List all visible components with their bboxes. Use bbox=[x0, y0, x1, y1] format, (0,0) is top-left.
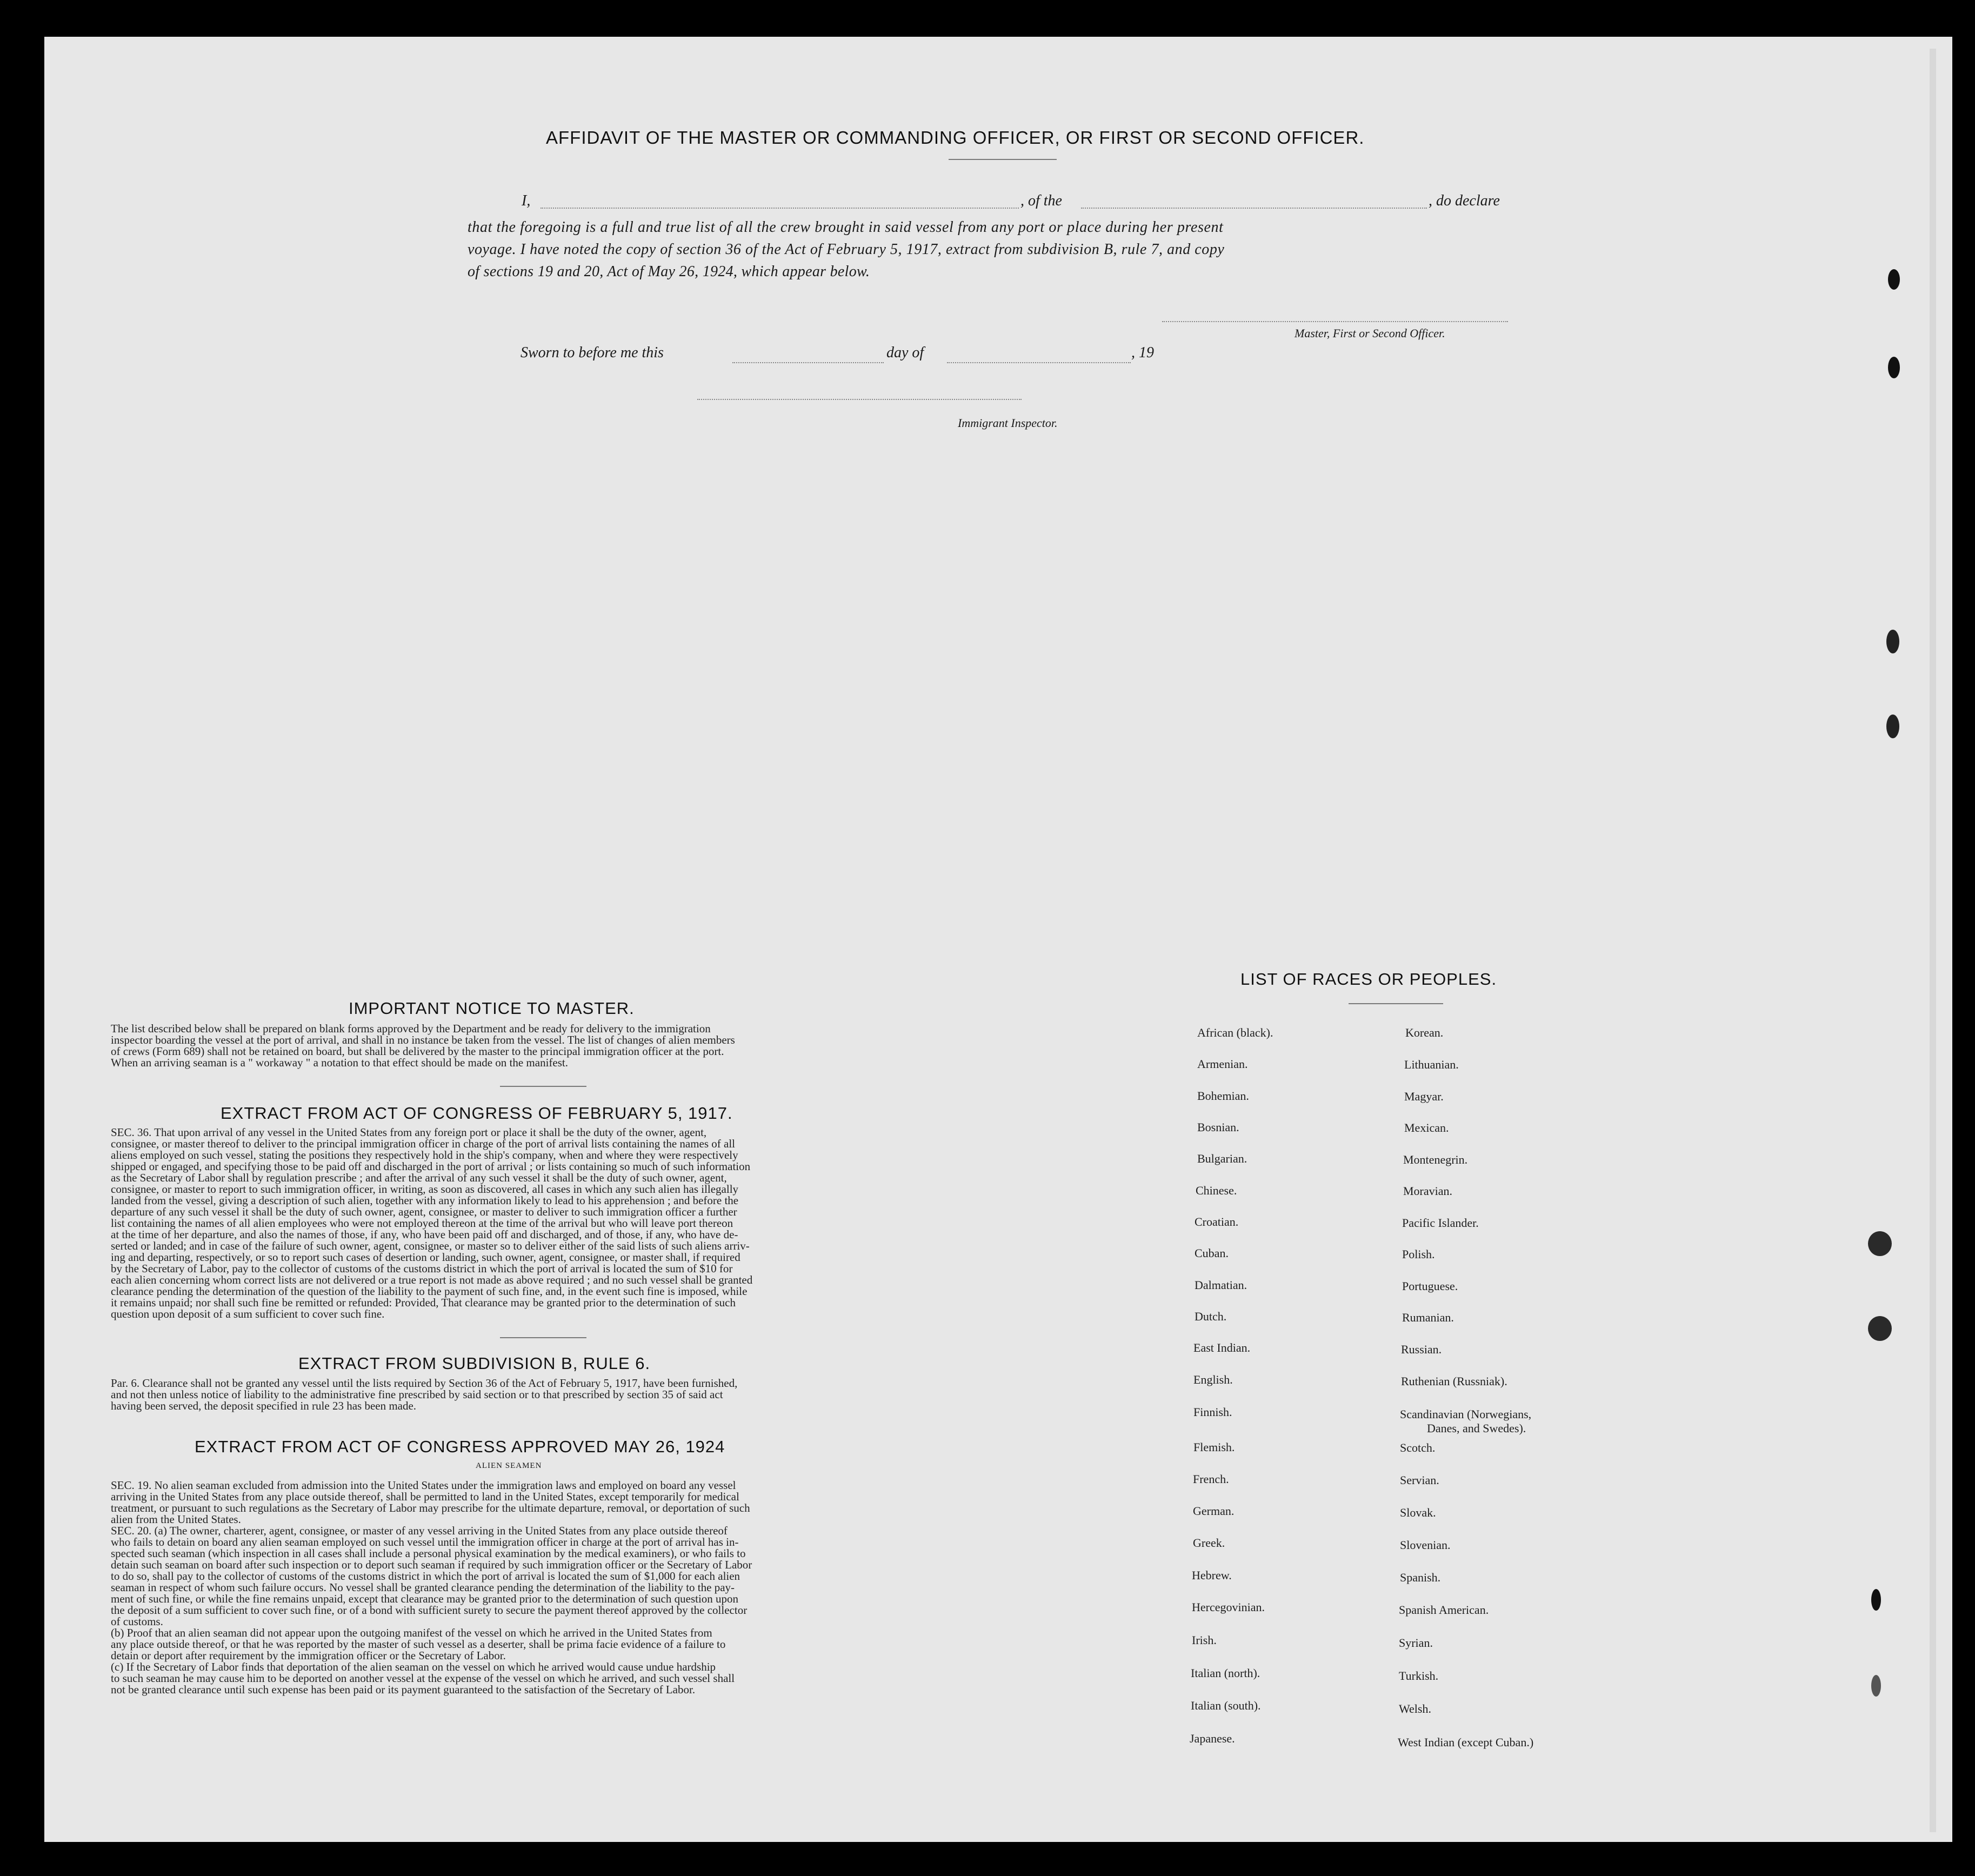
extract-1924-line: treatment, or pursuant to such regulations as the Secretary of Labor may prescribe for the ultimate departure, removal, or deportation of such bbox=[111, 1501, 750, 1514]
notice-title: IMPORTANT NOTICE TO MASTER. bbox=[349, 999, 635, 1018]
extract-1917-line: ing and departing, respectively, or so to report such cases of desertion or landing, such owner, agent, consignee, or master shall, if required bbox=[111, 1251, 740, 1264]
declarant-name-line[interactable] bbox=[541, 208, 1019, 209]
binder-hole bbox=[1868, 1231, 1892, 1256]
extract-1924-line: SEC. 19. No alien seaman excluded from admission into the United States under the immigration laws and employed on board any vessel bbox=[111, 1479, 736, 1492]
race-entry: Spanish American. bbox=[1399, 1603, 1489, 1617]
race-entry: Mexican. bbox=[1404, 1121, 1449, 1134]
race-entry: Bohemian. bbox=[1197, 1089, 1249, 1103]
race-entry: Hercegovinian. bbox=[1192, 1600, 1265, 1614]
extract-1917-line: departure of any such vessel it shall be the duty of such owner, agent, consignee, or master to deliver to such immigration officer a further bbox=[111, 1205, 737, 1218]
extract-1917-line: it remains unpaid; nor shall such fine be remitted or refunded: Provided, That clearance may be granted prior to the determination of such bbox=[111, 1296, 736, 1309]
affidavit-body-line-1: that the foregoing is a full and true list of all the crew brought in said vessel from any port or place during her present bbox=[468, 219, 1224, 236]
race-entry: Croatian. bbox=[1195, 1215, 1239, 1229]
subdivision-b-paragraph bbox=[111, 1378, 932, 1412]
races-title: LIST OF RACES OR PEOPLES. bbox=[1240, 970, 1497, 989]
extract-1917-line: serted or landed; and in case of the failure of such owner, agent, consignee, or master so to deliver either of the said lists of such aliens arriv- bbox=[111, 1239, 750, 1252]
race-entry: French. bbox=[1193, 1472, 1229, 1486]
extract-1924-line: (c) If the Secretary of Labor finds that deportation of the alien seaman on the vessel on which he arrived would cause undue hardship bbox=[111, 1660, 716, 1673]
subdivision-b-title: EXTRACT FROM SUBDIVISION B, RULE 6. bbox=[298, 1354, 651, 1373]
race-entry: Dalmatian. bbox=[1195, 1278, 1247, 1292]
extract-1917-paragraph bbox=[111, 1127, 932, 1320]
race-entry: Slovenian. bbox=[1400, 1538, 1451, 1552]
binder-hole bbox=[1886, 715, 1899, 738]
extract-1924-paragraph bbox=[111, 1480, 932, 1695]
extract-1917-line: at the time of her departure, and also the names of those, if any, who have been paid off and discharged, and of those, if any, who have de- bbox=[111, 1228, 738, 1241]
notice-line: inspector boarding the vessel at the port of arrival, and shall in no instance be taken from the vessel. The list of changes of alien members bbox=[111, 1033, 735, 1046]
race-entry: Italian (south). bbox=[1191, 1699, 1261, 1712]
binder-hole bbox=[1886, 630, 1899, 653]
extract-1924-line: detain or deport after requirement by the immigration officer or the Secretary of Labor. bbox=[111, 1649, 506, 1662]
race-entry: Syrian. bbox=[1399, 1636, 1433, 1650]
extract-1924-line: to do so, shall pay to the collector of customs of the customs district in which the port of arrival is located the sum of $1,000 for each alien bbox=[111, 1570, 740, 1583]
binder-hole bbox=[1888, 357, 1900, 378]
extract-1924-line: (b) Proof that an alien seaman did not appear upon the outgoing manifest of the vessel on which he arrived in the United States from bbox=[111, 1626, 712, 1639]
race-entry: Japanese. bbox=[1190, 1732, 1235, 1745]
extract-1917-line: question upon deposit of a sum sufficient to cover such fine. bbox=[111, 1307, 385, 1320]
race-entry: Dutch. bbox=[1195, 1310, 1227, 1323]
binder-hole bbox=[1871, 1675, 1881, 1697]
notice-rule bbox=[500, 1086, 586, 1087]
race-entry: Cuban. bbox=[1195, 1246, 1229, 1260]
race-entry: Montenegrin. bbox=[1403, 1153, 1468, 1166]
inspector-label: Immigrant Inspector. bbox=[958, 416, 1058, 430]
race-entry: Italian (north). bbox=[1191, 1666, 1260, 1680]
extract-1924-subtitle: ALIEN SEAMEN bbox=[476, 1461, 542, 1470]
notice-line: When an arriving seaman is a " workaway " a notation to that effect should be made on the manifest. bbox=[111, 1056, 568, 1069]
sworn-label: Sworn to before me this bbox=[521, 344, 664, 361]
master-signature-label: Master, First or Second Officer. bbox=[1295, 326, 1445, 340]
race-entry: Korean. bbox=[1405, 1026, 1444, 1039]
race-entry: Pacific Islander. bbox=[1402, 1216, 1479, 1230]
of-the-label: , of the bbox=[1020, 192, 1062, 209]
race-entry: Scotch. bbox=[1400, 1441, 1436, 1454]
race-entry: Hebrew. bbox=[1192, 1568, 1232, 1582]
race-entry: Welsh. bbox=[1399, 1702, 1431, 1715]
notice-line: of crews (Form 689) shall not be retained on board, but shall be delivered by the master to the principal immigration officer at the port. bbox=[111, 1045, 724, 1058]
day-of-label: day of bbox=[886, 344, 924, 361]
subdivision-b-line: and not then unless notice of liability to the administrative fine prescribed by said section or to that prescribed by section 35 of said act bbox=[111, 1388, 723, 1401]
extract-1917-line: consignee, or master thereof to deliver to the principal immigration officer in charge of the port of arrival lists containing the names of all bbox=[111, 1137, 736, 1150]
extract-1924-line: ment of such fine, or while the fine remains unpaid, except that clearance may be granted prior to the determination of such question upon bbox=[111, 1592, 739, 1605]
race-entry: Slovak. bbox=[1400, 1506, 1436, 1519]
extract-1917-line: list containing the names of all alien employees who were not employed thereon at the time of the arrival but who will leave port thereon bbox=[111, 1217, 733, 1230]
extract-1917-line: landed from the vessel, giving a description of such alien, together with any information likely to lead to his apprehension ; and before the bbox=[111, 1194, 739, 1207]
race-entry: Bosnian. bbox=[1197, 1120, 1239, 1134]
binder-hole bbox=[1888, 269, 1900, 290]
extract-1917-rule bbox=[500, 1337, 586, 1338]
race-entry: Polish. bbox=[1402, 1247, 1435, 1261]
races-title-rule bbox=[1349, 1003, 1443, 1004]
extract-1917-line: clearance pending the determination of the question of the liability to the payment of such fine, and, in the event such fine is imposed, while bbox=[111, 1285, 748, 1298]
race-entry: Armenian. bbox=[1197, 1057, 1248, 1071]
race-entry: Russian. bbox=[1401, 1343, 1442, 1356]
race-entry: Rumanian. bbox=[1402, 1311, 1454, 1324]
extract-1924-line: the deposit of a sum sufficient to cover such fine, or of a bond with sufficient surety to secure the payment thereof approved by the collector bbox=[111, 1604, 748, 1617]
affidavit-body-line-3: of sections 19 and 20, Act of May 26, 1924, which appear below. bbox=[468, 263, 870, 280]
subdivision-b-line: Par. 6. Clearance shall not be granted any vessel until the lists required by Section 36 of the Act of February 5, 1917, have been furnished, bbox=[111, 1377, 738, 1390]
race-entry: Chinese. bbox=[1196, 1184, 1237, 1197]
sheet-edge bbox=[1930, 49, 1936, 1832]
race-entry: Spanish. bbox=[1400, 1571, 1441, 1584]
extract-1924-line: seaman in respect of whom such failure occurs. No vessel shall be granted clearance pending the determination of the liability to the pay- bbox=[111, 1581, 735, 1594]
race-entry: African (black). bbox=[1197, 1026, 1273, 1039]
extract-1924-line: not be granted clearance until such expense has been paid or its payment guaranteed to the satisfaction of the Secretary of Labor. bbox=[111, 1683, 696, 1696]
inspector-signature-line[interactable] bbox=[697, 399, 1022, 400]
race-entry: East Indian. bbox=[1193, 1341, 1251, 1354]
extract-1924-line: SEC. 20. (a) The owner, charterer, agent, consignee, or master of any vessel arriving in the United States from any place outside thereof bbox=[111, 1524, 728, 1537]
extract-1917-line: shipped or engaged, and specifying those to be paid off and discharged in the port of arrival ; or lists containing so much of such information bbox=[111, 1160, 751, 1173]
binder-hole bbox=[1868, 1316, 1892, 1341]
race-entry: Irish. bbox=[1192, 1633, 1217, 1647]
extract-1924-line: of customs. bbox=[111, 1615, 163, 1628]
sworn-day-line[interactable] bbox=[732, 362, 884, 363]
extract-1917-line: as the Secretary of Labor shall by regulation prescribe ; and after the arrival of any such vessel it shall be the duty of such owner, agent, bbox=[111, 1171, 727, 1184]
notice-line: The list described below shall be prepared on blank forms approved by the Department and be ready for delivery to the immigration bbox=[111, 1022, 711, 1035]
affidavit-title-rule bbox=[949, 159, 1057, 160]
extract-1924-line: alien from the United States. bbox=[111, 1513, 241, 1526]
race-entry: Lithuanian. bbox=[1404, 1058, 1459, 1071]
subdivision-b-line: having been served, the deposit specified in rule 23 has been made. bbox=[111, 1399, 417, 1412]
extract-1917-line: by the Secretary of Labor, pay to the collector of customs of the customs district in which the port of arrival is located the sum of $10 for bbox=[111, 1262, 733, 1275]
race-entry: Greek. bbox=[1193, 1536, 1225, 1550]
extract-1917-title: EXTRACT FROM ACT OF CONGRESS OF FEBRUARY 5, 1917. bbox=[221, 1104, 733, 1123]
year-prefix: , 19 bbox=[1131, 344, 1154, 361]
extract-1924-line: spected such seaman (which inspection in all cases shall include a personal physical examination by the medical examiners), or who fails to bbox=[111, 1547, 746, 1560]
affidavit-title: AFFIDAVIT OF THE MASTER OR COMMANDING OFFICER, OR FIRST OR SECOND OFFICER. bbox=[546, 128, 1365, 148]
extract-1917-line: each alien concerning whom correct lists are not delivered or a true report is not made as above required ; and no such vessel shall be granted bbox=[111, 1273, 753, 1286]
notice-paragraph bbox=[111, 1023, 932, 1069]
race-entry-continuation: Danes, and Swedes). bbox=[1427, 1421, 1526, 1435]
extract-1917-line: aliens employed on such vessel, stating the positions they respectively hold in the ship's company, when and where they were respectively bbox=[111, 1149, 738, 1161]
race-entry: Magyar. bbox=[1404, 1090, 1444, 1103]
race-entry: Moravian. bbox=[1403, 1184, 1453, 1198]
extract-1924-line: who fails to detain on board any alien seaman employed on such vessel until the immigration officer in charge at the port of arrival has in- bbox=[111, 1535, 739, 1548]
race-entry: Ruthenian (Russniak). bbox=[1401, 1374, 1507, 1388]
binder-hole bbox=[1871, 1589, 1881, 1611]
race-entry: English. bbox=[1193, 1373, 1233, 1386]
extract-1924-line: to such seaman he may cause him to be deported on another vessel at the expense of the vessel on which he arrived, and such vessel shall bbox=[111, 1672, 735, 1685]
race-entry: German. bbox=[1193, 1504, 1235, 1518]
sworn-month-line[interactable] bbox=[947, 362, 1131, 363]
extract-1917-line: SEC. 36. That upon arrival of any vessel in the United States from any foreign port or place it shall be the duty of the owner, agent, bbox=[111, 1126, 707, 1139]
race-entry: Finnish. bbox=[1193, 1405, 1232, 1419]
race-entry: West Indian (except Cuban.) bbox=[1398, 1735, 1534, 1749]
extract-1924-line: arriving in the United States from any place outside thereof, shall be permitted to land in the United States, except temporarily for medical bbox=[111, 1490, 739, 1503]
extract-1924-title: EXTRACT FROM ACT OF CONGRESS APPROVED MAY 26, 1924 bbox=[195, 1437, 725, 1456]
extract-1917-line: consignee, or master to report to such immigration officer, in writing, as soon as discovered, all cases in which any such alien has illegally bbox=[111, 1183, 739, 1196]
race-entry: Scandinavian (Norwegians, bbox=[1400, 1407, 1532, 1421]
race-entry: Portuguese. bbox=[1402, 1279, 1458, 1293]
race-entry: Flemish. bbox=[1193, 1440, 1235, 1454]
race-entry: Servian. bbox=[1400, 1473, 1439, 1487]
master-signature-line[interactable] bbox=[1162, 321, 1508, 322]
extract-1924-line: detain such seaman on board after such inspection or to deport such seaman if required by such immigration officer or the Secretary of Labor bbox=[111, 1558, 752, 1571]
race-entry: Turkish. bbox=[1399, 1669, 1439, 1683]
vessel-name-line[interactable] bbox=[1081, 208, 1427, 209]
affidavit-body-line-2: voyage. I have noted the copy of section 36 of the Act of February 5, 1917, extract from subdivision B, rule 7, and copy bbox=[468, 241, 1225, 258]
declarant-prefix: I, bbox=[522, 192, 531, 209]
extract-1924-line: any place outside thereof, or that he was reported by the master of such vessel as a deserter, shall be prima facie evidence of a failure to bbox=[111, 1638, 726, 1651]
do-declare-label: , do declare bbox=[1429, 192, 1500, 209]
race-entry: Bulgarian. bbox=[1197, 1152, 1247, 1165]
